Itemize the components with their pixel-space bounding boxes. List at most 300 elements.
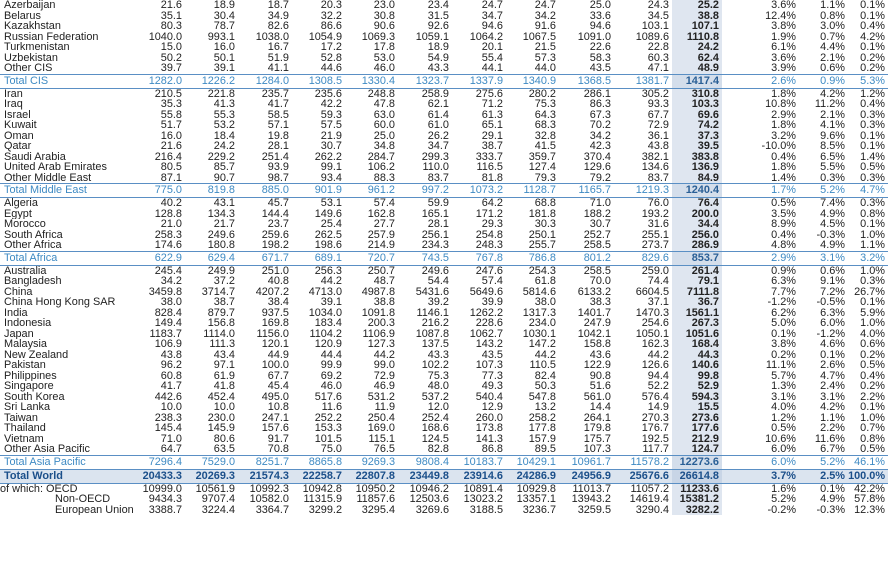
value-cell: 10891.4 — [463, 483, 503, 494]
table-row — [0, 413, 888, 424]
value-cell: 6.3% — [771, 276, 796, 287]
value-cell: 38.0 — [160, 297, 182, 308]
value-cell: 38.0 — [534, 297, 556, 308]
value-cell: 3.2% — [771, 130, 796, 141]
value-cell: 25676.6 — [614, 469, 672, 483]
value-cell: 235.7 — [261, 88, 289, 99]
value-cell: 58.3 — [589, 52, 611, 63]
value-cell: 25.0 — [373, 130, 395, 141]
spacer-cell — [722, 110, 756, 121]
value-cell: 3236.7 — [522, 504, 556, 515]
value-cell: 34.9 — [267, 10, 289, 21]
latest-value-cell: 1417.4 — [672, 74, 722, 88]
value-cell: 1337.9 — [452, 74, 506, 88]
value-cell: -0.3% — [816, 504, 845, 515]
value-cell: 0.1% — [771, 328, 796, 339]
value-cell: 93.4 — [320, 172, 342, 184]
value-cell: 103.1 — [641, 21, 669, 32]
value-cell: 40.8 — [267, 276, 289, 287]
value-cell: 31.6 — [647, 219, 669, 230]
value-cell: 44.2 — [534, 349, 556, 360]
value-cell: 188.2 — [583, 208, 611, 219]
latest-value-cell: 267.3 — [672, 318, 722, 329]
value-cell: 57.8% — [854, 494, 885, 505]
region-total-row — [0, 184, 888, 198]
value-cell: 165.1 — [421, 208, 449, 219]
value-cell: 547.8 — [528, 391, 556, 402]
spacer-cell — [722, 32, 756, 43]
value-cell: 4.2% — [820, 88, 845, 99]
value-cell: 0.5% — [771, 423, 796, 434]
value-cell: 24286.9 — [506, 469, 559, 483]
value-cell: 39.2 — [427, 297, 449, 308]
value-cell: 162.3 — [641, 339, 669, 350]
value-cell: 255.1 — [641, 229, 669, 240]
table-row — [0, 402, 888, 413]
value-cell: 0.3% — [860, 197, 885, 209]
value-cell: 37.1 — [647, 297, 669, 308]
value-cell: 90.7 — [213, 172, 235, 184]
value-cell: 1069.3 — [361, 31, 395, 42]
value-cell: 35.3 — [160, 99, 182, 110]
value-cell: 79.3 — [534, 172, 556, 184]
value-cell: 76.5 — [373, 444, 395, 455]
spacer-cell — [722, 88, 756, 99]
value-cell: 71.2 — [481, 99, 503, 110]
value-cell: 1114.0 — [203, 328, 235, 339]
value-cell: 1340.9 — [506, 74, 559, 88]
value-cell: 1282.0 — [139, 74, 185, 88]
value-cell: 1226.2 — [185, 74, 238, 88]
value-cell: 305.2 — [641, 88, 669, 99]
value-cell: 0.5% — [860, 162, 885, 173]
value-cell: 0.9% — [771, 265, 796, 276]
value-cell: 247.9 — [583, 318, 611, 329]
value-cell: 46.1% — [848, 455, 888, 469]
value-cell: 537.2 — [421, 391, 449, 402]
value-cell: 1038.0 — [255, 31, 289, 42]
value-cell: 46.0 — [320, 381, 342, 392]
value-cell: 0.2% — [860, 63, 885, 74]
value-cell: 124.5 — [421, 433, 449, 444]
latest-value-cell: 26614.8 — [672, 469, 722, 483]
value-cell: 452.4 — [207, 391, 235, 402]
value-cell: 175.7 — [583, 433, 611, 444]
value-cell: 80.5 — [160, 162, 182, 173]
row-label: Uzbekistan — [4, 52, 58, 63]
value-cell: 57.4 — [481, 276, 503, 287]
value-cell: 70.2 — [589, 120, 611, 131]
value-cell: 55.4 — [481, 52, 503, 63]
table-row — [0, 162, 888, 173]
value-cell: 1470.3 — [635, 307, 669, 318]
value-cell: 30.7 — [589, 219, 611, 230]
value-cell: 1064.2 — [469, 31, 503, 42]
value-cell: 256.1 — [421, 229, 449, 240]
value-cell: 34.2 — [534, 10, 556, 21]
value-cell: 622.9 — [139, 251, 185, 265]
row-label: Total CIS — [0, 74, 139, 88]
value-cell: 29.1 — [481, 130, 503, 141]
value-cell: 87.1 — [160, 172, 182, 184]
value-cell: 0.8% — [860, 433, 885, 444]
value-cell: 4.7% — [848, 184, 888, 198]
spacer-cell — [722, 505, 756, 516]
value-cell: 50.3 — [534, 381, 556, 392]
value-cell: 71.0 — [160, 433, 182, 444]
value-cell: 5431.6 — [415, 286, 449, 297]
latest-value-cell: 286.9 — [672, 240, 722, 251]
value-cell: 20.1 — [481, 42, 503, 53]
value-cell: 248.8 — [367, 88, 395, 99]
value-cell: 250.7 — [367, 265, 395, 276]
value-cell: 280.2 — [528, 88, 556, 99]
value-cell: 28.1 — [427, 219, 449, 230]
value-cell: 270.3 — [641, 412, 669, 423]
value-cell: 9.1% — [820, 276, 845, 287]
value-cell: 0.4% — [860, 99, 885, 110]
spacer-cell — [722, 297, 756, 308]
latest-value-cell: 1110.8 — [672, 32, 722, 43]
value-cell: 235.6 — [314, 88, 342, 99]
latest-value-cell: 99.8 — [672, 371, 722, 382]
table-row — [0, 392, 888, 403]
value-cell: 120.1 — [261, 339, 289, 350]
value-cell: 86.8 — [481, 444, 503, 455]
table-row — [0, 329, 888, 340]
value-cell: 97.1 — [213, 360, 235, 371]
value-cell: 0.5% — [860, 360, 885, 371]
value-cell: 1067.5 — [522, 31, 556, 42]
value-cell: 1183.7 — [149, 328, 182, 339]
row-label: European Union — [55, 504, 134, 515]
value-cell: 561.0 — [583, 391, 611, 402]
value-cell: 45.7 — [267, 197, 289, 209]
value-cell: 5.0% — [771, 318, 796, 329]
spacer-cell — [722, 42, 756, 53]
value-cell: 10.6% — [765, 433, 796, 444]
value-cell: 3714.7 — [201, 286, 235, 297]
value-cell: 59.3 — [320, 109, 342, 120]
value-cell: 2.5% — [799, 469, 848, 483]
value-cell: 43.4 — [213, 349, 235, 360]
value-cell: 34.2 — [160, 276, 182, 287]
value-cell: 3364.7 — [255, 504, 289, 515]
value-cell: 5.2% — [771, 494, 796, 505]
value-cell: 117.7 — [642, 444, 669, 455]
value-cell: 1062.7 — [469, 328, 503, 339]
value-cell: 3.0% — [820, 21, 845, 32]
row-label: Other Asia Pacific — [4, 444, 90, 455]
value-cell: 4.2% — [860, 31, 885, 42]
value-cell: 0.3% — [820, 172, 845, 184]
value-cell: 94.6 — [589, 21, 611, 32]
value-cell: 12.4% — [765, 10, 796, 21]
value-cell: 61.0 — [427, 120, 449, 131]
value-cell: 128.8 — [154, 208, 182, 219]
value-cell: 1.8% — [771, 120, 796, 131]
row-label: Kazakhstan — [4, 21, 61, 32]
value-cell: 157.6 — [261, 423, 289, 434]
value-cell: 829.6 — [614, 251, 672, 265]
table-row — [0, 198, 888, 209]
table-row — [0, 99, 888, 110]
value-cell: 19.8 — [267, 130, 289, 141]
value-cell: 1.1% — [820, 412, 845, 423]
spacer-cell — [722, 469, 756, 483]
value-cell: 94.6 — [481, 21, 503, 32]
value-cell: 249.6 — [421, 265, 449, 276]
value-cell: 1089.6 — [635, 31, 669, 42]
value-cell: 22807.8 — [345, 469, 398, 483]
value-cell: 1034.0 — [308, 307, 342, 318]
value-cell: 127.4 — [528, 162, 556, 173]
value-cell: 671.7 — [238, 251, 292, 265]
value-cell: 145.9 — [207, 423, 235, 434]
value-cell: 48.7 — [373, 276, 395, 287]
table-row — [0, 287, 888, 298]
value-cell: 0.1% — [820, 349, 845, 360]
value-cell: 65.1 — [481, 120, 503, 131]
value-cell: 1.9% — [771, 31, 796, 42]
table-row — [0, 141, 888, 152]
value-cell: 60.0 — [373, 120, 395, 131]
value-cell: 1091.0 — [577, 31, 611, 42]
value-cell: 51.9 — [267, 52, 289, 63]
value-cell: 3.1% — [820, 391, 845, 402]
value-cell: 1073.2 — [452, 184, 506, 198]
row-label: Oman — [4, 130, 34, 141]
value-cell: 4987.8 — [361, 286, 395, 297]
value-cell: 273.7 — [641, 240, 669, 251]
latest-value-cell: 48.9 — [672, 63, 722, 74]
value-cell: 49.3 — [481, 381, 503, 392]
value-cell: 216.2 — [421, 318, 449, 329]
value-cell: 275.6 — [475, 88, 503, 99]
value-cell: 54.9 — [427, 52, 449, 63]
table-row — [0, 21, 888, 32]
value-cell: 91.6 — [534, 21, 556, 32]
value-cell: 63.0 — [373, 109, 395, 120]
table-row — [0, 209, 888, 220]
value-cell: 24.7 — [481, 0, 503, 11]
value-cell: 9.6% — [820, 130, 845, 141]
value-cell: 234.0 — [528, 318, 556, 329]
value-cell: 11.1% — [765, 360, 796, 371]
value-cell: -1.2% — [816, 328, 845, 339]
value-cell: 13.2 — [534, 402, 556, 413]
value-cell: 90.8 — [589, 370, 611, 381]
spacer-cell — [722, 184, 756, 198]
value-cell: 251.0 — [261, 265, 289, 276]
value-cell: 359.7 — [528, 151, 556, 162]
value-cell: 39.1 — [320, 297, 342, 308]
value-cell: 6.7% — [820, 444, 845, 455]
row-label: Other CIS — [4, 63, 53, 74]
value-cell: 0.2% — [771, 349, 796, 360]
value-cell: 21574.3 — [238, 469, 292, 483]
value-cell: 80.6 — [213, 433, 235, 444]
value-cell: 3.8% — [771, 339, 796, 350]
value-cell: 1.4% — [771, 172, 796, 184]
value-cell: 540.4 — [475, 391, 503, 402]
spacer-cell — [722, 53, 756, 64]
value-cell: 147.2 — [528, 339, 556, 350]
spacer-cell — [722, 287, 756, 298]
value-cell: 1087.8 — [415, 328, 449, 339]
latest-value-cell: 124.7 — [672, 444, 722, 455]
spacer-cell — [722, 74, 756, 88]
value-cell: 18.7 — [267, 0, 289, 11]
latest-value-cell: 44.3 — [672, 350, 722, 361]
value-cell: 629.4 — [185, 251, 238, 265]
latest-value-cell: 256.0 — [672, 230, 722, 241]
row-label: Total Asia Pacific — [0, 455, 139, 469]
latest-value-cell: 76.4 — [672, 198, 722, 209]
value-cell: 17.2 — [320, 42, 342, 53]
value-cell: 86.6 — [320, 21, 342, 32]
value-cell: 149.4 — [154, 318, 182, 329]
value-cell: 6.0% — [820, 318, 845, 329]
table-row — [0, 360, 888, 371]
value-cell: 1401.7 — [577, 307, 611, 318]
value-cell: 61.3 — [481, 109, 503, 120]
value-cell: 61.8 — [534, 276, 556, 287]
value-cell: 2.6% — [820, 360, 845, 371]
value-cell: 86.3 — [589, 99, 611, 110]
value-cell: 50.1 — [213, 52, 235, 63]
value-cell: 106.9 — [154, 339, 182, 350]
spacer-cell — [722, 251, 756, 265]
value-cell: 61.9 — [213, 370, 235, 381]
value-cell: 0.4% — [771, 229, 796, 240]
latest-value-cell: 1051.6 — [672, 329, 722, 340]
row-label: Turkmenistan — [4, 42, 70, 53]
latest-value-cell: 24.2 — [672, 42, 722, 53]
value-cell: 0.3% — [860, 120, 885, 131]
value-cell: 122.9 — [583, 360, 611, 371]
value-cell: 198.6 — [314, 240, 342, 251]
value-cell: 38.8 — [373, 297, 395, 308]
value-cell: 15.0 — [160, 42, 182, 53]
value-cell: 60.8 — [160, 370, 182, 381]
value-cell: 2.9% — [756, 251, 799, 265]
value-cell: 14619.4 — [629, 494, 669, 505]
value-cell: 34.2 — [589, 130, 611, 141]
value-cell: 23914.6 — [452, 469, 506, 483]
value-cell: 39.1 — [213, 63, 235, 74]
subgroup-row — [0, 505, 888, 516]
value-cell: 34.8 — [373, 141, 395, 152]
value-cell: 75.3 — [427, 370, 449, 381]
value-cell: 8865.8 — [292, 455, 345, 469]
row-label: South Korea — [4, 391, 65, 402]
table-row — [0, 88, 888, 99]
value-cell: 98.7 — [267, 172, 289, 184]
value-cell: 143.2 — [475, 339, 503, 350]
value-cell: 21.5 — [534, 42, 556, 53]
value-cell: 828.4 — [154, 307, 182, 318]
value-cell: 517.6 — [314, 391, 342, 402]
latest-value-cell: 25.2 — [672, 0, 722, 11]
value-cell: 94.4 — [647, 370, 669, 381]
value-cell: 34.5 — [647, 10, 669, 21]
value-cell: 0.3% — [860, 276, 885, 287]
value-cell: 42.2 — [320, 99, 342, 110]
value-cell: 1330.4 — [345, 74, 398, 88]
value-cell: 0.1% — [860, 130, 885, 141]
value-cell: 767.8 — [452, 251, 506, 265]
value-cell: 21.7 — [213, 219, 235, 230]
value-cell: 6133.2 — [577, 286, 611, 297]
value-cell: 0.2% — [860, 381, 885, 392]
value-cell: 13943.2 — [571, 494, 611, 505]
value-cell: 442.6 — [154, 391, 182, 402]
value-cell: 110.0 — [422, 162, 449, 173]
value-cell: 64.7 — [160, 444, 182, 455]
value-cell: 78.7 — [213, 21, 235, 32]
value-cell: 44.2 — [320, 276, 342, 287]
subgroup-row — [0, 483, 888, 494]
value-cell: 5.2% — [799, 184, 848, 198]
value-cell: 1106.9 — [362, 328, 395, 339]
value-cell: 1054.9 — [308, 31, 342, 42]
spacer-cell — [722, 329, 756, 340]
value-cell: 0.1% — [820, 483, 845, 494]
value-cell: 4.7% — [820, 370, 845, 381]
value-cell: 4.9% — [820, 208, 845, 219]
value-cell: 169.0 — [367, 423, 395, 434]
value-cell: 45.4 — [267, 381, 289, 392]
value-cell: 88.3 — [373, 172, 395, 184]
value-cell: 370.4 — [583, 151, 611, 162]
value-cell: 961.2 — [345, 184, 398, 198]
value-cell: 177.8 — [528, 423, 556, 434]
value-cell: 106.2 — [367, 162, 395, 173]
value-cell: 100.0% — [848, 469, 888, 483]
value-cell: 259.0 — [641, 265, 669, 276]
value-cell: 23.4 — [427, 0, 449, 11]
value-cell: 61.4 — [427, 109, 449, 120]
value-cell: 11857.6 — [356, 494, 395, 505]
value-cell: 41.1 — [267, 63, 289, 74]
value-cell: 249.9 — [207, 265, 235, 276]
value-cell: 120.9 — [314, 339, 342, 350]
table-row — [0, 276, 888, 287]
table-row — [0, 230, 888, 241]
row-label: United Arab Emirates — [4, 162, 107, 173]
value-cell: 252.7 — [583, 229, 611, 240]
row-label: China — [4, 286, 33, 297]
value-cell: 46.0 — [373, 63, 395, 74]
spacer-cell — [722, 11, 756, 22]
row-label: Pakistan — [4, 360, 46, 371]
spacer-cell — [722, 173, 756, 184]
value-cell: 333.7 — [475, 151, 503, 162]
value-cell: 3224.4 — [201, 504, 235, 515]
value-cell: -0.5% — [816, 297, 845, 308]
value-cell: 5.5% — [820, 162, 845, 173]
latest-value-cell: 11233.6 — [672, 483, 722, 494]
value-cell: 36.1 — [647, 130, 669, 141]
latest-value-cell: 12273.6 — [672, 455, 722, 469]
value-cell: 99.0 — [373, 360, 395, 371]
latest-value-cell: 273.6 — [672, 413, 722, 424]
value-cell: 22.6 — [589, 42, 611, 53]
spacer-cell — [722, 240, 756, 251]
value-cell: 157.9 — [528, 433, 556, 444]
spacer-cell — [722, 209, 756, 220]
